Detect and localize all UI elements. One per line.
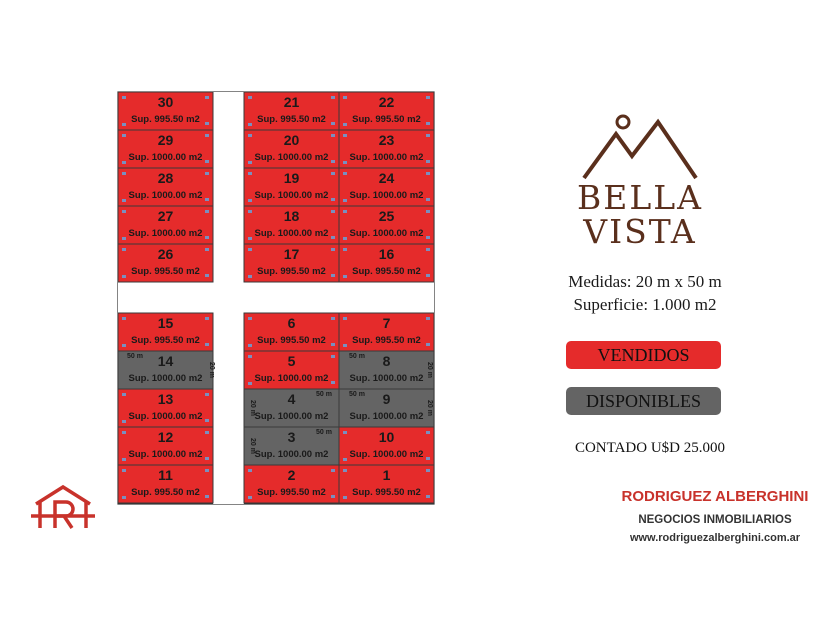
survey-mark — [248, 123, 252, 126]
survey-mark — [122, 469, 126, 472]
survey-mark — [205, 419, 209, 422]
lot-18 — [244, 206, 339, 244]
survey-mark — [122, 420, 126, 423]
survey-mark — [205, 317, 209, 320]
lot-number: 21 — [283, 94, 300, 110]
lot-1 — [339, 465, 434, 503]
lot-30 — [118, 92, 213, 130]
survey-mark — [426, 317, 430, 320]
survey-mark — [343, 458, 347, 461]
survey-mark — [248, 210, 252, 213]
lot-area: Sup. 995.50 m2 — [131, 266, 200, 277]
survey-mark — [426, 172, 430, 175]
lot-width-label: 20 m — [426, 362, 433, 378]
lot-area: Sup. 1000.00 m2 — [254, 152, 329, 163]
survey-mark — [426, 198, 430, 201]
survey-mark — [331, 317, 335, 320]
survey-mark — [122, 210, 126, 213]
lot-area: Sup. 995.50 m2 — [257, 114, 326, 125]
survey-mark — [205, 431, 209, 434]
lot-number: 18 — [283, 208, 300, 224]
lot-11 — [118, 465, 213, 503]
lot-24 — [339, 168, 434, 206]
survey-mark — [331, 343, 335, 346]
lot-area: Sup. 1000.00 m2 — [128, 373, 203, 384]
agency-tagline: NEGOCIOS INMOBILIARIOS — [638, 514, 792, 526]
lot-number: 17 — [283, 246, 300, 262]
lot-12 — [118, 427, 213, 465]
lot-number: 9 — [382, 391, 391, 407]
lot-8 — [339, 351, 434, 389]
lot-area: Sup. 1000.00 m2 — [254, 373, 329, 384]
lot-length-label: 50 m — [127, 353, 143, 360]
survey-mark — [205, 343, 209, 346]
lot-area: Sup. 1000.00 m2 — [349, 228, 424, 239]
lot-21 — [244, 92, 339, 130]
lot-area: Sup. 1000.00 m2 — [254, 411, 329, 422]
survey-mark — [205, 248, 209, 251]
lot-area: Sup. 995.50 m2 — [352, 335, 421, 346]
survey-mark — [343, 431, 347, 434]
lot-area: Sup. 1000.00 m2 — [128, 190, 203, 201]
survey-mark — [426, 236, 430, 239]
survey-mark — [205, 274, 209, 277]
survey-mark — [331, 160, 335, 163]
survey-mark — [343, 248, 347, 251]
lot-14 — [118, 351, 215, 389]
lot-number: 20 — [283, 132, 300, 148]
survey-mark — [248, 469, 252, 472]
lot-area: Sup. 1000.00 m2 — [349, 373, 424, 384]
lot-area: Sup. 995.50 m2 — [352, 487, 421, 498]
lot-area: Sup. 1000.00 m2 — [349, 449, 424, 460]
lot-width-label: 20 m — [208, 362, 215, 378]
horizontal-street — [118, 280, 434, 313]
lot-number: 24 — [378, 170, 395, 186]
survey-mark — [331, 469, 335, 472]
survey-mark — [331, 210, 335, 213]
survey-mark — [248, 172, 252, 175]
legend-sold: VENDIDOS — [566, 341, 721, 369]
lot-28 — [118, 168, 213, 206]
legend-available: DISPONIBLES — [566, 387, 721, 415]
survey-mark — [331, 248, 335, 251]
survey-mark — [122, 275, 126, 278]
lot-number: 11 — [158, 467, 173, 483]
survey-mark — [248, 355, 252, 358]
lot-number: 29 — [157, 132, 174, 148]
lot-number: 26 — [157, 246, 174, 262]
survey-mark — [331, 381, 335, 384]
lot-number: 2 — [287, 467, 296, 483]
survey-mark — [122, 123, 126, 126]
lot-width-label: 20 m — [249, 400, 256, 416]
lot-area: Sup. 995.50 m2 — [352, 266, 421, 277]
lot-number: 1 — [382, 467, 391, 483]
survey-mark — [343, 161, 347, 164]
survey-mark — [122, 248, 126, 251]
lot-number: 22 — [378, 94, 395, 110]
lot-area: Sup. 995.50 m2 — [131, 335, 200, 346]
lot-number: 27 — [157, 208, 174, 224]
survey-mark — [122, 431, 126, 434]
lot-area: Sup. 995.50 m2 — [257, 266, 326, 277]
survey-mark — [205, 160, 209, 163]
survey-mark — [331, 172, 335, 175]
survey-mark — [426, 343, 430, 346]
survey-mark — [205, 236, 209, 239]
lot-area: Sup. 1000.00 m2 — [128, 228, 203, 239]
survey-mark — [426, 122, 430, 125]
agency-name: RODRIGUEZ ALBERGHINI — [621, 488, 809, 505]
survey-mark — [343, 210, 347, 213]
survey-mark — [426, 160, 430, 163]
lot-area: Sup. 995.50 m2 — [257, 335, 326, 346]
price-text: CONTADO U$D 25.000 — [574, 440, 726, 456]
survey-mark — [248, 382, 252, 385]
lot-number: 14 — [157, 353, 174, 369]
lot-9 — [339, 389, 434, 427]
survey-mark — [426, 96, 430, 99]
house-ra-logo-icon — [30, 484, 96, 532]
survey-mark — [122, 393, 126, 396]
lot-4 — [244, 389, 339, 427]
survey-mark — [343, 172, 347, 175]
surface-text: Superficie: 1.000 m2 — [573, 295, 717, 314]
survey-mark — [343, 134, 347, 137]
survey-mark — [343, 123, 347, 126]
survey-mark — [248, 317, 252, 320]
survey-mark — [248, 96, 252, 99]
lot-number: 28 — [157, 170, 174, 186]
lot-number: 15 — [157, 315, 174, 331]
lot-27 — [118, 206, 213, 244]
lot-number: 19 — [283, 170, 300, 186]
lot-width-label: 20 m — [426, 400, 433, 416]
survey-mark — [331, 198, 335, 201]
lot-area: Sup. 1000.00 m2 — [128, 152, 203, 163]
survey-mark — [343, 237, 347, 240]
lot-length-label: 50 m — [349, 353, 365, 360]
lot-20 — [244, 130, 339, 168]
agency-website: www.rodriguezalberghini.com.ar — [629, 532, 801, 544]
brand-name-line2: VISTA — [583, 212, 697, 251]
survey-mark — [122, 172, 126, 175]
measures-text: Medidas: 20 m x 50 m — [568, 272, 722, 291]
lot-26 — [118, 244, 213, 282]
survey-mark — [331, 122, 335, 125]
lot-13 — [118, 389, 213, 427]
survey-mark — [343, 275, 347, 278]
survey-mark — [122, 237, 126, 240]
survey-mark — [426, 495, 430, 498]
survey-mark — [331, 236, 335, 239]
lot-number: 8 — [382, 353, 391, 369]
lot-19 — [244, 168, 339, 206]
survey-mark — [343, 496, 347, 499]
lot-15 — [118, 313, 213, 351]
lot-number: 30 — [157, 94, 174, 110]
lot-area: Sup. 995.50 m2 — [131, 487, 200, 498]
lot-area: Sup. 1000.00 m2 — [254, 228, 329, 239]
survey-mark — [205, 134, 209, 137]
survey-mark — [122, 458, 126, 461]
lot-17 — [244, 244, 339, 282]
survey-mark — [331, 355, 335, 358]
survey-mark — [205, 393, 209, 396]
survey-mark — [122, 96, 126, 99]
survey-mark — [426, 134, 430, 137]
survey-mark — [426, 431, 430, 434]
survey-mark — [248, 344, 252, 347]
survey-mark — [248, 248, 252, 251]
lot-length-label: 50 m — [316, 429, 332, 436]
survey-mark — [122, 161, 126, 164]
survey-mark — [248, 161, 252, 164]
lot-6 — [244, 313, 339, 351]
lot-5 — [244, 351, 339, 389]
survey-mark — [331, 495, 335, 498]
mountains-sun-icon — [580, 112, 700, 188]
survey-mark — [426, 210, 430, 213]
survey-mark — [343, 344, 347, 347]
survey-mark — [343, 199, 347, 202]
survey-mark — [331, 96, 335, 99]
lot-number: 5 — [287, 353, 296, 369]
survey-mark — [343, 469, 347, 472]
survey-mark — [122, 134, 126, 137]
survey-mark — [248, 496, 252, 499]
survey-mark — [205, 122, 209, 125]
lot-length-label: 50 m — [316, 391, 332, 398]
lot-number: 25 — [378, 208, 395, 224]
survey-mark — [426, 248, 430, 251]
survey-mark — [426, 457, 430, 460]
lot-number: 12 — [157, 429, 174, 445]
survey-mark — [205, 469, 209, 472]
survey-mark — [343, 317, 347, 320]
lot-number: 6 — [287, 315, 296, 331]
survey-mark — [122, 317, 126, 320]
survey-mark — [205, 172, 209, 175]
lot-3 — [244, 427, 339, 465]
lot-area: Sup. 995.50 m2 — [352, 114, 421, 125]
lot-10 — [339, 427, 434, 465]
lot-area: Sup. 1000.00 m2 — [128, 411, 203, 422]
lot-area: Sup. 1000.00 m2 — [349, 152, 424, 163]
lot-7 — [339, 313, 434, 351]
survey-mark — [205, 198, 209, 201]
lot-number: 7 — [382, 315, 391, 331]
survey-mark — [248, 199, 252, 202]
lot-number: 10 — [378, 429, 395, 445]
survey-mark — [205, 495, 209, 498]
lot-area: Sup. 1000.00 m2 — [254, 449, 329, 460]
survey-mark — [122, 344, 126, 347]
survey-mark — [122, 199, 126, 202]
lot-number: 3 — [287, 429, 296, 445]
survey-mark — [426, 469, 430, 472]
lot-22 — [339, 92, 434, 130]
lot-area: Sup. 995.50 m2 — [131, 114, 200, 125]
lot-area: Sup. 1000.00 m2 — [128, 449, 203, 460]
lot-area: Sup. 1000.00 m2 — [254, 190, 329, 201]
lot-area: Sup. 1000.00 m2 — [349, 411, 424, 422]
lot-area: Sup. 995.50 m2 — [257, 487, 326, 498]
survey-mark — [122, 496, 126, 499]
lot-number: 23 — [378, 132, 395, 148]
brand-name-line1: BELLA — [577, 178, 703, 217]
lot-2 — [244, 465, 339, 503]
lot-length-label: 50 m — [349, 391, 365, 398]
lot-23 — [339, 130, 434, 168]
lot-number: 16 — [378, 246, 395, 262]
survey-mark — [331, 274, 335, 277]
lot-number: 13 — [157, 391, 174, 407]
lot-16 — [339, 244, 434, 282]
lot-number: 4 — [287, 391, 296, 407]
survey-mark — [343, 96, 347, 99]
lot-width-label: 20 m — [249, 438, 256, 454]
lot-area: Sup. 1000.00 m2 — [349, 190, 424, 201]
lot-29 — [118, 130, 213, 168]
survey-mark — [248, 275, 252, 278]
survey-mark — [205, 210, 209, 213]
survey-mark — [331, 134, 335, 137]
survey-mark — [205, 457, 209, 460]
survey-mark — [248, 237, 252, 240]
survey-mark — [426, 274, 430, 277]
survey-mark — [248, 134, 252, 137]
survey-mark — [205, 96, 209, 99]
lot-25 — [339, 206, 434, 244]
